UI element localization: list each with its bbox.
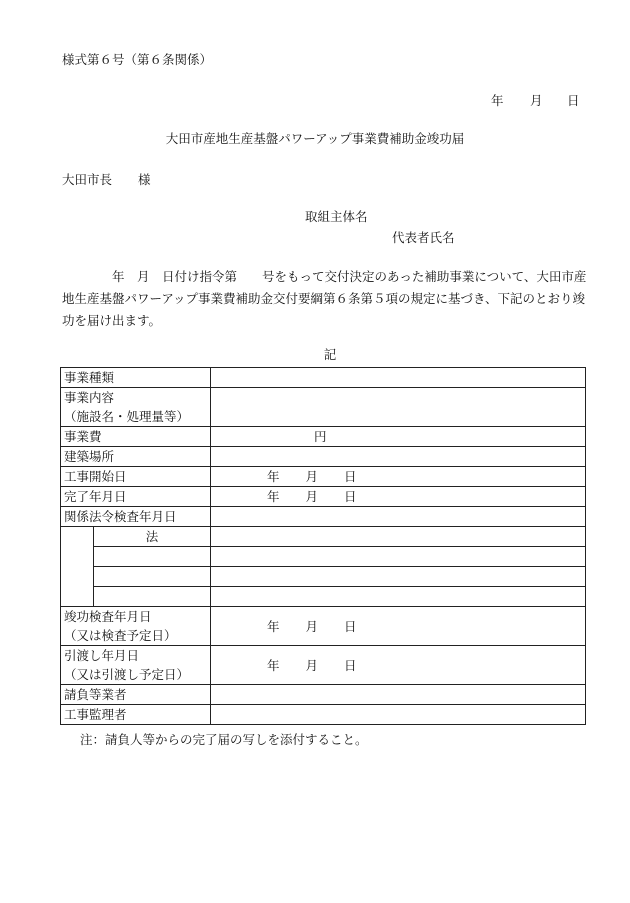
label-jigyohi: 事業費: [61, 427, 211, 447]
representative-label: 代表者氏名: [392, 230, 455, 245]
body-paragraph: 年 月 日付け指令第 号をもって交付決定のあった補助事業について、大田市産地生産基盤パワーアップ事業費補助金交付要綱第６条第５項の規定に基づき、下記のとおり竣功を届け出ます。: [62, 269, 587, 328]
table-row: [61, 646, 586, 685]
table-row: [61, 587, 586, 607]
value-cell[interactable]: [211, 447, 586, 467]
value-cell[interactable]: [211, 567, 586, 587]
value-cell[interactable]: [211, 368, 586, 388]
label-kankei-horei: 関係法令検査年月日: [61, 507, 211, 527]
table-row: [61, 547, 586, 567]
label-ukeoi: 請負等業者: [61, 685, 211, 705]
addressee-name: 大田市長: [62, 172, 113, 187]
value-cell[interactable]: [211, 587, 586, 607]
value-cell[interactable]: [211, 547, 586, 567]
indent-cell: [61, 527, 94, 607]
addressee-honorific: 様: [138, 172, 151, 187]
table-row: [61, 705, 586, 725]
sub-cell[interactable]: [94, 587, 211, 607]
label-jigyo-shurui: 事業種類: [61, 368, 211, 388]
form-number: 様式第６号（第６条関係）: [62, 52, 213, 67]
footnote: 注：請負人等からの完了届の写しを添付すること。: [80, 732, 368, 747]
label-shunko: 竣功検査年月日 （又は検査予定日）: [61, 607, 211, 646]
table-row: [61, 467, 586, 487]
table-row: [61, 507, 586, 527]
yen-unit: 円: [314, 429, 327, 444]
value-cell[interactable]: 年 月 日: [211, 646, 586, 685]
date-month-label: 月: [530, 93, 543, 108]
value-cell[interactable]: [211, 685, 586, 705]
value-cell[interactable]: [211, 427, 586, 447]
table-row: [61, 487, 586, 507]
label-koji-kaishi: 工事開始日: [61, 467, 211, 487]
org-name-label: 取組主体名: [305, 209, 368, 224]
value-cell[interactable]: 年 月 日: [211, 607, 586, 646]
document-title: 大田市産地生産基盤パワーアップ事業費補助金竣功届: [165, 131, 465, 146]
table-row: [61, 567, 586, 587]
value-cell[interactable]: 年 月 日: [211, 467, 586, 487]
date-day-label: 日: [567, 93, 580, 108]
label-kanryo: 完了年月日: [61, 487, 211, 507]
table-row: [61, 607, 586, 646]
value-cell[interactable]: [211, 705, 586, 725]
value-cell[interactable]: [211, 527, 586, 547]
label-kanri: 工事監理者: [61, 705, 211, 725]
value-cell[interactable]: [211, 388, 586, 427]
value-cell[interactable]: 年 月 日: [211, 487, 586, 507]
table-row: [61, 368, 586, 388]
table-row: [61, 427, 586, 447]
table-row: [61, 685, 586, 705]
label-hikiwatashi: 引渡し年月日 （又は引渡し予定日）: [61, 646, 211, 685]
ki-heading: 記: [323, 347, 337, 362]
table-row: [61, 388, 586, 427]
value-cell[interactable]: [211, 507, 586, 527]
date-year-label: 年: [491, 93, 504, 108]
details-table: [60, 367, 586, 725]
sub-cell[interactable]: [94, 547, 211, 567]
sub-cell[interactable]: [94, 567, 211, 587]
label-jigyo-naiyo: 事業内容 （施設名・処理量等）: [61, 388, 211, 427]
table-row: [61, 447, 586, 467]
table-row: [61, 527, 586, 547]
label-kenchiku-basho: 建築場所: [61, 447, 211, 467]
label-ho: 法: [94, 527, 211, 547]
